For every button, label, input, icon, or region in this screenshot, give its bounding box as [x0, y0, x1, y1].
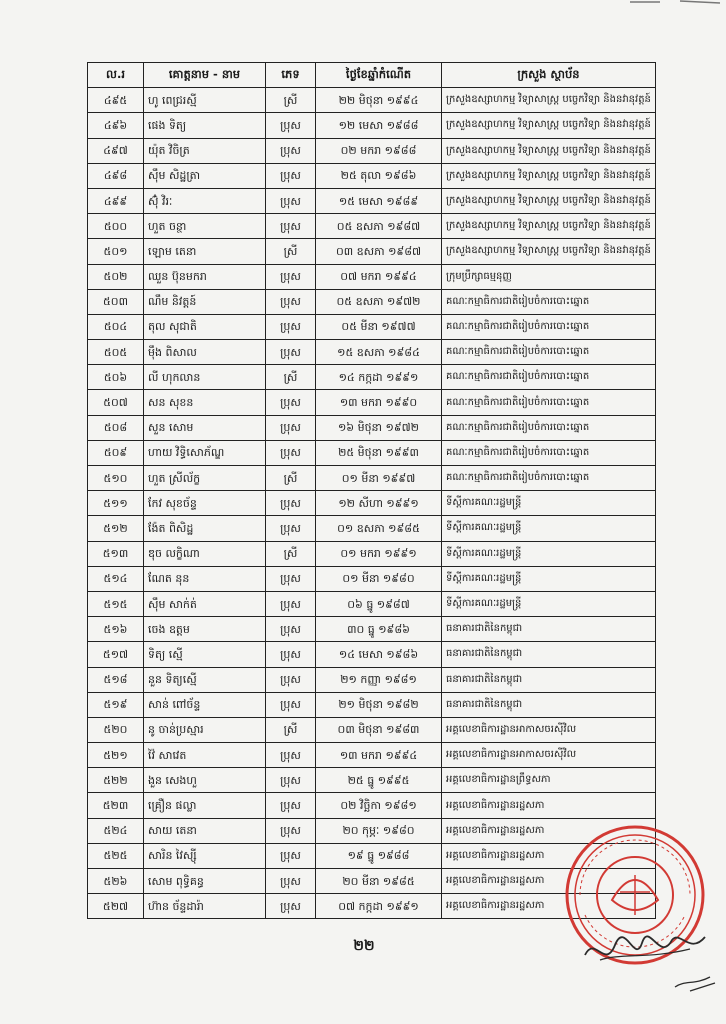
header-institution: ក្រសួង ស្ថាប័ន	[442, 63, 656, 88]
cell-no: ៥០៦	[88, 365, 144, 390]
cell-institution: អគ្គលេខាធិការដ្ឋានអាកាសចរស៊ីវិល	[442, 743, 656, 768]
cell-no: ៥១៩	[88, 692, 144, 717]
cell-no: ៥១៣	[88, 541, 144, 566]
cell-institution: គណៈកម្មាធិការជាតិរៀបចំការបោះឆ្នោត	[442, 314, 656, 339]
table-row	[88, 743, 656, 768]
table-row	[88, 415, 656, 440]
cell-sex: ប្រុស	[266, 138, 316, 163]
cell-dob: ២៥ តុលា ១៩៨៦	[316, 163, 442, 188]
cell-institution: អគ្គលេខាធិការដ្ឋានអាកាសចរស៊ីវិល	[442, 717, 656, 742]
cell-institution: គណៈកម្មាធិការជាតិរៀបចំការបោះឆ្នោត	[442, 289, 656, 314]
cell-institution: ធនាគារជាតិនៃកម្ពុជា	[442, 617, 656, 642]
table-row	[88, 214, 656, 239]
table-row	[88, 390, 656, 415]
cell-dob: ២២ មិថុនា ១៩៩៤	[316, 88, 442, 113]
cell-sex: ប្រុស	[266, 843, 316, 868]
cell-dob: ២០ មីនា ១៩៨៥	[316, 869, 442, 894]
cell-sex: ប្រុស	[266, 667, 316, 692]
cell-institution: ក្រសួងឧស្សាហកម្ម វិទ្យាសាស្ត្រ បច្ចេកវិទ្យា និងនវានុវត្តន៍	[442, 239, 656, 264]
cell-dob: ១៤ មេសា ១៩៨៦	[316, 642, 442, 667]
cell-name: សោម ពុទ្ធិគន្ធ	[144, 869, 266, 894]
cell-institution: អគ្គលេខាធិការដ្ឋានរដ្ឋសភា	[442, 793, 656, 818]
cell-institution: ក្រសួងឧស្សាហកម្ម វិទ្យាសាស្ត្រ បច្ចេកវិទ្យា និងនវានុវត្តន៍	[442, 188, 656, 213]
header-dob: ថ្ងៃខែឆ្នាំកំណើត	[316, 63, 442, 88]
cell-dob: ២៥ ធ្នូ ១៩៩៥	[316, 768, 442, 793]
table-row	[88, 667, 656, 692]
cell-institution: ទីស្តីការគណៈរដ្ឋមន្ត្រី	[442, 516, 656, 541]
cell-no: ៥០២	[88, 264, 144, 289]
cell-sex: ប្រុស	[266, 314, 316, 339]
cell-sex: ប្រុស	[266, 617, 316, 642]
table-row	[88, 541, 656, 566]
cell-institution: គណៈកម្មាធិការជាតិរៀបចំការបោះឆ្នោត	[442, 415, 656, 440]
cell-institution: ក្រសួងឧស្សាហកម្ម វិទ្យាសាស្ត្រ បច្ចេកវិទ្យា និងនវានុវត្តន៍	[442, 138, 656, 163]
cell-dob: ០១ ឧសភា ១៩៨៥	[316, 516, 442, 541]
cell-sex: ប្រុស	[266, 869, 316, 894]
cell-sex: ប្រុស	[266, 113, 316, 138]
cell-sex: ប្រុស	[266, 566, 316, 591]
cell-name: ម៉ឹង ពិសាល	[144, 340, 266, 365]
cell-no: ៥២៧	[88, 894, 144, 919]
table-header-row	[88, 63, 656, 88]
cell-sex: ប្រុស	[266, 340, 316, 365]
cell-sex: ប្រុស	[266, 390, 316, 415]
cell-institution: ទីស្តីការគណៈរដ្ឋមន្ត្រី	[442, 491, 656, 516]
cell-institution: ធនាគារជាតិនៃកម្ពុជា	[442, 692, 656, 717]
cell-name: សាយ តេនា	[144, 818, 266, 843]
cell-sex: ស្រី	[266, 88, 316, 113]
cell-dob: ១៥ ឧសភា ១៩៨៤	[316, 340, 442, 365]
cell-institution: អគ្គលេខាធិការដ្ឋានរដ្ឋសភា	[442, 869, 656, 894]
cell-no: ៤៩៩	[88, 188, 144, 213]
top-edge-mark-icon	[600, 0, 726, 10]
table-row	[88, 340, 656, 365]
cell-dob: ១៣ មករា ១៩៩០	[316, 390, 442, 415]
table-row	[88, 566, 656, 591]
table-body	[88, 88, 656, 919]
cell-no: ៤៩៦	[88, 113, 144, 138]
cell-name: យ៉ុត វិចិត្រ	[144, 138, 266, 163]
cell-institution: គណៈកម្មាធិការជាតិរៀបចំការបោះឆ្នោត	[442, 440, 656, 465]
cell-name: ហួត ស្រីល័ក្ខ	[144, 466, 266, 491]
cell-no: ៥១៤	[88, 566, 144, 591]
cell-dob: ១៩ ធ្នូ ១៩៨៨	[316, 843, 442, 868]
cell-name: ទិត្យ ស្មើ	[144, 642, 266, 667]
cell-name: ផេង ទិត្យ	[144, 113, 266, 138]
cell-sex: ប្រុស	[266, 591, 316, 616]
cell-dob: ១៤ កក្កដា ១៩៩១	[316, 365, 442, 390]
cell-sex: ប្រុស	[266, 289, 316, 314]
cell-dob: ០១ មីនា ១៩៩៧	[316, 466, 442, 491]
cell-no: ៥០១	[88, 239, 144, 264]
cell-dob: ១២ មេសា ១៩៨៨	[316, 113, 442, 138]
cell-name: ឈួន ប៊ុនមករា	[144, 264, 266, 289]
cell-sex: ប្រុស	[266, 818, 316, 843]
page-number: ២២	[353, 938, 375, 954]
cell-name: ស៊ឹម សិដ្ឋត្រា	[144, 163, 266, 188]
cell-sex: ប្រុស	[266, 743, 316, 768]
cell-dob: ០៣ ឧសភា ១៩៨៧	[316, 239, 442, 264]
cell-dob: ២០ កុម្ភៈ ១៩៨០	[316, 818, 442, 843]
table-row	[88, 516, 656, 541]
cell-sex: ប្រុស	[266, 894, 316, 919]
cell-sex: ប្រុស	[266, 692, 316, 717]
cell-no: ៥០០	[88, 214, 144, 239]
cell-no: ៥០៨	[88, 415, 144, 440]
table-row	[88, 466, 656, 491]
cell-no: ៥២០	[88, 717, 144, 742]
cell-name: សាន់ ពៅច័ន្ទ	[144, 692, 266, 717]
cell-name: ហ៊ាន ច័ន្ទដារ៉ា	[144, 894, 266, 919]
cell-institution: អគ្គលេខាធិការដ្ឋានព្រឹទ្ធសភា	[442, 768, 656, 793]
cell-no: ៥១៦	[88, 617, 144, 642]
cell-dob: ១៣ មករា ១៩៩៤	[316, 743, 442, 768]
cell-name: ណែត នុន	[144, 566, 266, 591]
cell-name: ស៊ឹម សាក់ត់	[144, 591, 266, 616]
cell-name: ងួន សេងហួ	[144, 768, 266, 793]
cell-institution: គណៈកម្មាធិការជាតិរៀបចំការបោះឆ្នោត	[442, 340, 656, 365]
cell-institution: អគ្គលេខាធិការដ្ឋានរដ្ឋសភា	[442, 818, 656, 843]
cell-sex: ប្រុស	[266, 768, 316, 793]
cell-name: ឌុច លក្ខិណា	[144, 541, 266, 566]
cell-institution: គណៈកម្មាធិការជាតិរៀបចំការបោះឆ្នោត	[442, 390, 656, 415]
cell-sex: ស្រី	[266, 239, 316, 264]
cell-no: ៥២១	[88, 743, 144, 768]
cell-dob: ២១ កញ្ញា ១៩៨១	[316, 667, 442, 692]
cell-institution: អគ្គលេខាធិការដ្ឋានរដ្ឋសភា	[442, 843, 656, 868]
cell-no: ៥១១	[88, 491, 144, 516]
table-row	[88, 88, 656, 113]
cell-dob: ០៣ មិថុនា ១៩៨៣	[316, 717, 442, 742]
cell-dob: ០៥ មីនា ១៩៧៧	[316, 314, 442, 339]
cell-sex: ប្រុស	[266, 415, 316, 440]
cell-name: ហាយ វិទ្ធិសោភ័ណ្ឌ	[144, 440, 266, 465]
cell-no: ៥០៥	[88, 340, 144, 365]
cell-institution: ក្រសួងឧស្សាហកម្ម វិទ្យាសាស្ត្រ បច្ចេកវិទ្យា និងនវានុវត្តន៍	[442, 163, 656, 188]
table-row	[88, 289, 656, 314]
table-row	[88, 365, 656, 390]
cell-institution: គណៈកម្មាធិការជាតិរៀបចំការបោះឆ្នោត	[442, 365, 656, 390]
table-row	[88, 642, 656, 667]
cell-institution: ក្រុមប្រឹក្សាធម្មនុញ្ញ	[442, 264, 656, 289]
table-row	[88, 264, 656, 289]
cell-name: សួន សោម	[144, 415, 266, 440]
cell-dob: ០២ មករា ១៩៨៨	[316, 138, 442, 163]
cell-dob: ២១ មិថុនា ១៩៨២	[316, 692, 442, 717]
cell-no: ៥២៦	[88, 869, 144, 894]
header-sex: ភេទ	[266, 63, 316, 88]
table-row	[88, 440, 656, 465]
cell-name: តុល សុជាតិ	[144, 314, 266, 339]
table-row	[88, 692, 656, 717]
cell-no: ៤៩៥	[88, 88, 144, 113]
cell-no: ៥២៥	[88, 843, 144, 868]
cell-name: វ៉ៃ សាវេត	[144, 743, 266, 768]
cell-dob: ០៥ ឧសភា ១៩៨៧	[316, 214, 442, 239]
cell-sex: ប្រុស	[266, 642, 316, 667]
cell-no: ៥០៩	[88, 440, 144, 465]
cell-name: ឡោម តេនា	[144, 239, 266, 264]
personnel-table	[87, 62, 656, 919]
table-row	[88, 793, 656, 818]
cell-name: គ្រឿន ផល្លា	[144, 793, 266, 818]
cell-sex: ស្រី	[266, 466, 316, 491]
cell-no: ៥០៧	[88, 390, 144, 415]
table-row	[88, 717, 656, 742]
cell-institution: គណៈកម្មាធិការជាតិរៀបចំការបោះឆ្នោត	[442, 466, 656, 491]
cell-dob: ១៥ មេសា ១៩៨៩	[316, 188, 442, 213]
table-row	[88, 138, 656, 163]
cell-institution: ទីស្តីការគណៈរដ្ឋមន្ត្រី	[442, 566, 656, 591]
cell-no: ៥២៣	[88, 793, 144, 818]
cell-name: ង៉ែត ពិសិដ្ឋ	[144, 516, 266, 541]
header-no: ល.រ	[88, 63, 144, 88]
cell-sex: ស្រី	[266, 541, 316, 566]
cell-no: ៥១៥	[88, 591, 144, 616]
cell-dob: ០៥ ឧសភា ១៩៧២	[316, 289, 442, 314]
cell-name: ហួត ចន្ថា	[144, 214, 266, 239]
table-row	[88, 239, 656, 264]
cell-dob: ៣០ ធ្នូ ១៩៨៦	[316, 617, 442, 642]
cell-no: ៥២២	[88, 768, 144, 793]
cell-sex: ប្រុស	[266, 793, 316, 818]
cell-no: ៥១៧	[88, 642, 144, 667]
cell-sex: ប្រុស	[266, 163, 316, 188]
cell-no: ៥១៨	[88, 667, 144, 692]
cell-no: ៥២៤	[88, 818, 144, 843]
cell-no: ៥១០	[88, 466, 144, 491]
cell-no: ៤៩៧	[88, 138, 144, 163]
table-row	[88, 591, 656, 616]
cell-dob: ០២ វិច្ឆិកា ១៩៨១	[316, 793, 442, 818]
cell-name: ស៊ុំ វិរៈ	[144, 188, 266, 213]
table-row	[88, 163, 656, 188]
cell-sex: ប្រុស	[266, 264, 316, 289]
cell-name: កែវ សុខច័ន្ទ	[144, 491, 266, 516]
table-row	[88, 491, 656, 516]
table-row	[88, 768, 656, 793]
cell-institution: ធនាគារជាតិនៃកម្ពុជា	[442, 642, 656, 667]
cell-name: ហូ ពេជ្ររស្មី	[144, 88, 266, 113]
cell-institution: ក្រសួងឧស្សាហកម្ម វិទ្យាសាស្ត្រ បច្ចេកវិទ្យា និងនវានុវត្តន៍	[442, 214, 656, 239]
cell-name: នួន ទិត្យស្មើ	[144, 667, 266, 692]
cell-dob: ០៦ ធ្នូ ១៩៨៧	[316, 591, 442, 616]
table-row	[88, 617, 656, 642]
signature-icon	[580, 925, 720, 1000]
cell-dob: ០៧ កក្កដា ១៩៩១	[316, 894, 442, 919]
cell-name: លី ហុកលាន	[144, 365, 266, 390]
table-row	[88, 188, 656, 213]
cell-institution: ទីស្តីការគណៈរដ្ឋមន្ត្រី	[442, 591, 656, 616]
cell-sex: ប្រុស	[266, 491, 316, 516]
cell-sex: ប្រុស	[266, 516, 316, 541]
cell-sex: ប្រុស	[266, 440, 316, 465]
cell-name: ចេង ឧត្តម	[144, 617, 266, 642]
cell-institution: ក្រសួងឧស្សាហកម្ម វិទ្យាសាស្ត្រ បច្ចេកវិទ្យា និងនវានុវត្តន៍	[442, 113, 656, 138]
cell-sex: ប្រុស	[266, 188, 316, 213]
cell-name: ណឹម និវត្តន៍	[144, 289, 266, 314]
header-name: គោត្តនាម - នាម	[144, 63, 266, 88]
cell-dob: ១៦ មិថុនា ១៩៧២	[316, 415, 442, 440]
cell-no: ៤៩៨	[88, 163, 144, 188]
cell-sex: ស្រី	[266, 717, 316, 742]
cell-institution: ក្រសួងឧស្សាហកម្ម វិទ្យាសាស្ត្រ បច្ចេកវិទ្យា និងនវានុវត្តន៍	[442, 88, 656, 113]
cell-institution: ទីស្តីការគណៈរដ្ឋមន្ត្រី	[442, 541, 656, 566]
cell-no: ៥១២	[88, 516, 144, 541]
cell-dob: ០១ មីនា ១៩៨០	[316, 566, 442, 591]
cell-no: ៥០៤	[88, 314, 144, 339]
cell-sex: ស្រី	[266, 365, 316, 390]
cell-institution: ធនាគារជាតិនៃកម្ពុជា	[442, 667, 656, 692]
cell-institution: អគ្គលេខាធិការដ្ឋានរដ្ឋសភា	[442, 894, 656, 919]
cell-dob: ០៧ មករា ១៩៩៤	[316, 264, 442, 289]
cell-name: សារិន វៃស្ស៊ី	[144, 843, 266, 868]
table-row	[88, 314, 656, 339]
cell-sex: ប្រុស	[266, 214, 316, 239]
cell-dob: ០១ មករា ១៩៩១	[316, 541, 442, 566]
cell-dob: ២៥ មិថុនា ១៩៩៣	[316, 440, 442, 465]
table-row	[88, 113, 656, 138]
cell-dob: ១២ សីហា ១៩៩១	[316, 491, 442, 516]
cell-no: ៥០៣	[88, 289, 144, 314]
cell-name: សន សុខន	[144, 390, 266, 415]
cell-name: នូ ចាន់ប្រស្មារ	[144, 717, 266, 742]
